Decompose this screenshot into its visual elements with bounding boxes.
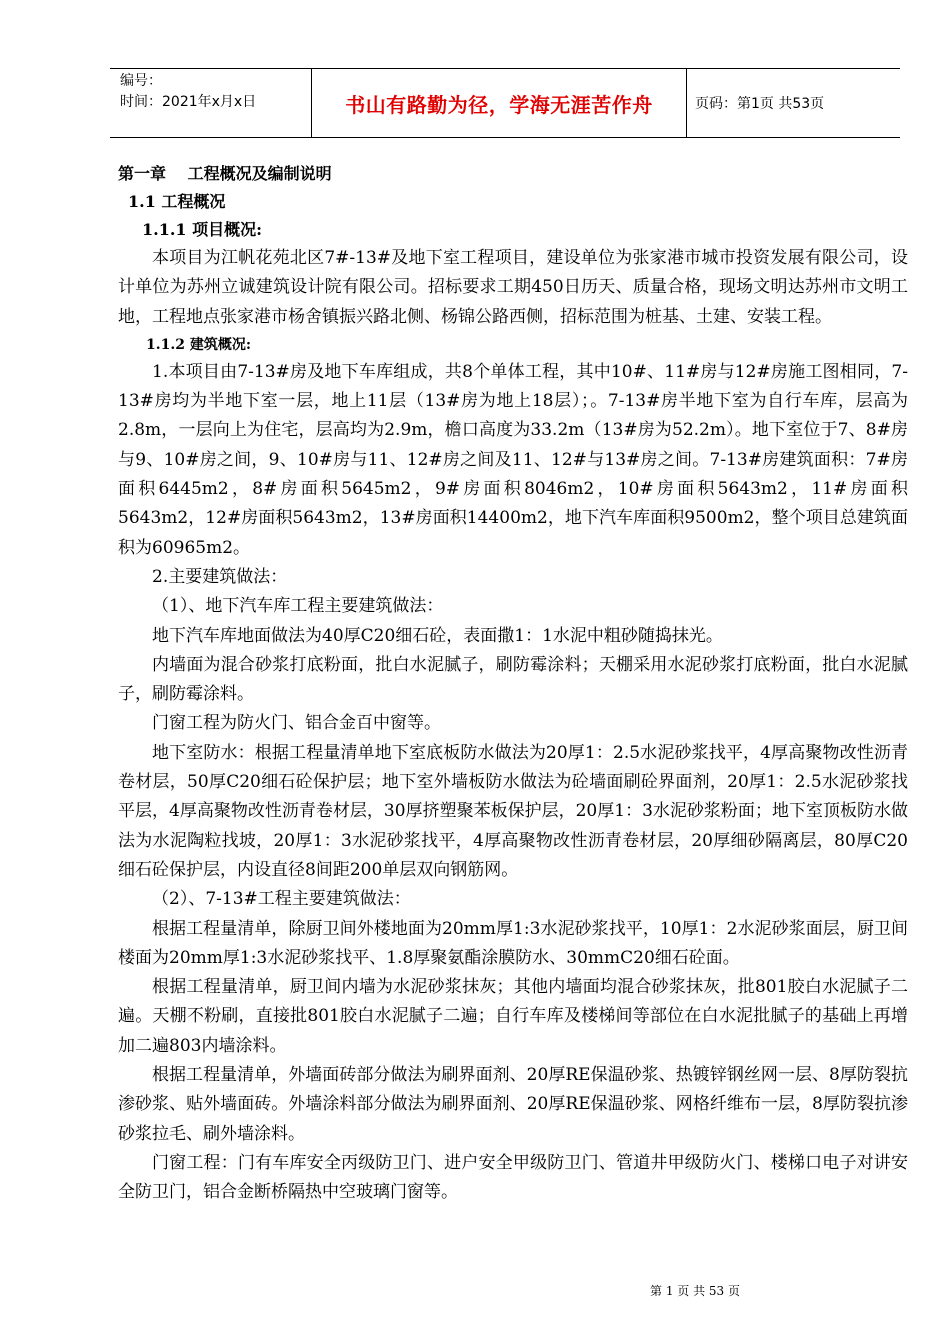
paragraph-doors-windows: 门窗工程：门有车库安全丙级防卫门、进户安全甲级防卫门、管道井甲级防火门、楼梯口电子对讲安全防卫门，铝合金断桥隔热中空玻璃门窗等。 [118, 1152, 908, 1203]
paragraph-main-methods: 2.主要建筑做法： [152, 566, 288, 587]
paragraph-project-overview: 本项目为江帆花苑北区7#-13#及地下室工程项目，建设单位为张家港市城市投资发展有限公司，设计单位为苏州立诚建筑设计院有限公司。招标要求工期450日历天、质量合格，现场文明达苏州市文明工地，工程地点张家港市杨舍镇振兴路北侧、杨锦公路西侧，招标范围为桩基、土建、安装工程。 [118, 248, 908, 327]
document-body [118, 160, 908, 1208]
section-heading-1-1: 1.1 工程概况 [128, 192, 226, 211]
header-meta [110, 69, 312, 137]
header-page-info: 页码：第1页 共53页 [695, 96, 825, 112]
paragraph-residential-methods-heading: （2）、7-13#工程主要建筑做法： [152, 889, 411, 910]
document-number-label: 编号： [120, 73, 162, 89]
chapter-title: 第一章 工程概况及编制说明 [118, 164, 332, 183]
paragraph-exterior-walls: 根据工程量清单，外墙面砖部分做法为刷界面剂、20厚RE保温砂浆、热镀锌钢丝网一层、8厚防裂抗渗砂浆、贴外墙面砖。外墙涂料部分做法为刷界面剂、20厚RE保温砂浆、网格纤维布一层，8厚防裂抗渗砂浆拉毛、刷外墙涂料。 [118, 1065, 908, 1144]
paragraph-building-overview: 1.本项目由7-13#房及地下车库组成，共8个单体工程，其中10#、11#房与12#房施工图相同，7-13#房均为半地下室一层，地上11层（13#房为地上18层）；。7-13#房半地下室为自行车库，层高为2.8m，一层向上为住宅，层高均为2.9m，檐口高度为33.2m（13#房为52.2m）。地下室位于7、8#房与9、10#房之间，9、10#房与11、12#房之间及11、12#与13#房之间。7-13#房建筑面积：7#房面积6445m2，8#房面积5645m2，9#房面积8046m2，10#房面积5643m2，11#房面积5643m2，12#房面积5643m2，13#房面积14400m2，地下汽车库面积9500m2，整个项目总建筑面积为60965m2。 [118, 361, 908, 558]
paragraph-garage-floor: 地下汽车库地面做法为40厚C20细石砼，表面撒1：1水泥中粗砂随捣抹光。 [152, 625, 723, 646]
paragraph-garage-doors: 门窗工程为防火门、铝合金百中窗等。 [152, 713, 441, 734]
paragraph-floors: 根据工程量清单，除厨卫间外楼地面为20mm厚1:3水泥砂浆找平，10厚1：2水泥砂浆面层，厨卫间楼面为20mm厚1:3水泥砂浆找平、1.8厚聚氨酯涂膜防水、30mmC20细石砼面。 [118, 918, 908, 968]
paragraph-garage-methods-heading: （1）、地下汽车库工程主要建筑做法： [152, 596, 444, 617]
section-heading-1-1-1: 1.1.1 项目概况: [142, 220, 263, 239]
document-header [110, 68, 900, 138]
paragraph-basement-waterproofing: 地下室防水：根据工程量清单地下室底板防水做法为20厚1：2.5水泥砂浆找平，4厚高聚物改性沥青卷材层，50厚C20细石砼保护层；地下室外墙板防水做法为砼墙面刷砼界面剂，20厚1：2.5水泥砂浆找平层，4厚高聚物改性沥青卷材层，30厚挤塑聚苯板保护层，20厚1：3水泥砂浆粉面；地下室顶板防水做法为水泥陶粒找坡，20厚1：3水泥砂浆找平，4厚高聚物改性沥青卷材层，20厚细砂隔离层，80厚C20细石砼保护层，内设直径8间距200单层双向钢筋网。 [118, 742, 908, 880]
document-time: 时间：2021年x月x日 [120, 94, 257, 110]
paragraph-garage-walls: 内墙面为混合砂浆打底粉面，批白水泥腻子，刷防霉涂料；天棚采用水泥砂浆打底粉面，批白水泥腻子，刷防霉涂料。 [118, 654, 908, 705]
page-footer: 第 1 页 共 53 页 [650, 1284, 740, 1298]
section-heading-1-1-2: 1.1.2 建筑概况: [146, 336, 252, 353]
paragraph-interior-walls: 根据工程量清单，厨卫间内墙为水泥砂浆抹灰；其他内墙面均混合砂浆抹灰，批801胶白水泥腻子二遍。天棚不粉刷，直接批801胶白水泥腻子二遍；自行车库及楼梯间等部位在白水泥批腻子的基础上再增加二遍803内墙涂料。 [118, 977, 908, 1056]
header-motto: 书山有路勤为径，学海无涯苦作舟 [312, 69, 687, 137]
